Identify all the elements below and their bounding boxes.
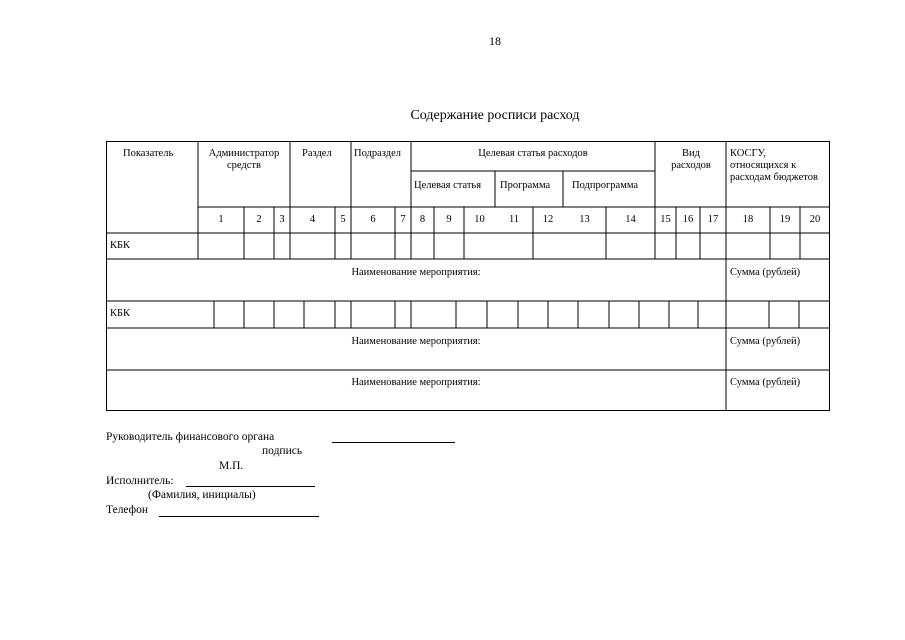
page-title: Содержание росписи расход: [410, 108, 580, 123]
kbk-label: КБК: [110, 240, 131, 251]
kbk-row-2-grid: [214, 301, 799, 328]
activity-label: Наименование мероприятия:: [351, 267, 481, 278]
telefon-label: Телефон: [106, 504, 149, 516]
col-num: 3: [279, 214, 285, 225]
col-num: 15: [660, 214, 671, 225]
header-programma: Программа: [500, 180, 551, 191]
col-num: 9: [446, 214, 452, 225]
col-num: 19: [779, 214, 791, 225]
sum-label: Сумма (рублей): [730, 267, 801, 278]
header-razdel: Раздел: [302, 148, 332, 159]
col-num: 5: [340, 214, 346, 225]
col-num: 16: [682, 214, 694, 225]
col-num: 7: [400, 214, 406, 225]
activity-label: Наименование мероприятия:: [351, 377, 481, 388]
ispolnitel-line: [186, 486, 315, 487]
fio-label: (Фамилия, инициалы): [148, 489, 256, 501]
header-kosgu: КОСГУ, относящихся к расходам бюджетов: [730, 148, 818, 183]
header-administrator: Администратор средств: [208, 148, 280, 171]
col-num: 8: [419, 214, 426, 225]
header-celevaya-statya-rashodov: Целевая статья расходов: [478, 148, 588, 159]
kbk-label: КБК: [110, 308, 131, 319]
col-num: 2: [256, 214, 262, 225]
col-num: 6: [370, 214, 376, 225]
head-signature-line: [332, 442, 455, 443]
col-num: 13: [579, 214, 590, 225]
col-num: 1: [218, 214, 224, 225]
col-num: 17: [707, 214, 719, 225]
header-celevaya-statya: Целевая статья: [414, 180, 482, 191]
mp-label: М.П.: [219, 460, 244, 472]
telefon-line: [159, 516, 319, 517]
col-num: 10: [474, 214, 485, 225]
ispolnitel-label: Исполнитель:: [106, 475, 174, 487]
col-num: 20: [809, 214, 821, 225]
activity-label: Наименование мероприятия:: [351, 336, 481, 347]
col-num: 14: [625, 214, 636, 225]
col-num: 12: [542, 214, 554, 225]
col-num: 4: [309, 214, 316, 225]
page-number: 18: [489, 34, 501, 48]
header-podprogramma: Подпрограмма: [572, 180, 639, 191]
podpis-label: подпись: [262, 445, 303, 457]
header-vid-rashodov: Вид расходов: [671, 148, 711, 171]
head-label: Руководитель финансового органа: [106, 431, 275, 443]
header-podrazdel: Подраздел: [354, 148, 401, 159]
sum-label: Сумма (рублей): [730, 377, 801, 388]
col-num: 11: [508, 214, 520, 225]
budget-table: [106, 141, 830, 411]
header-pokazatel: Показатель: [123, 148, 174, 159]
sum-label: Сумма (рублей): [730, 336, 801, 347]
col-num: 18: [742, 214, 754, 225]
